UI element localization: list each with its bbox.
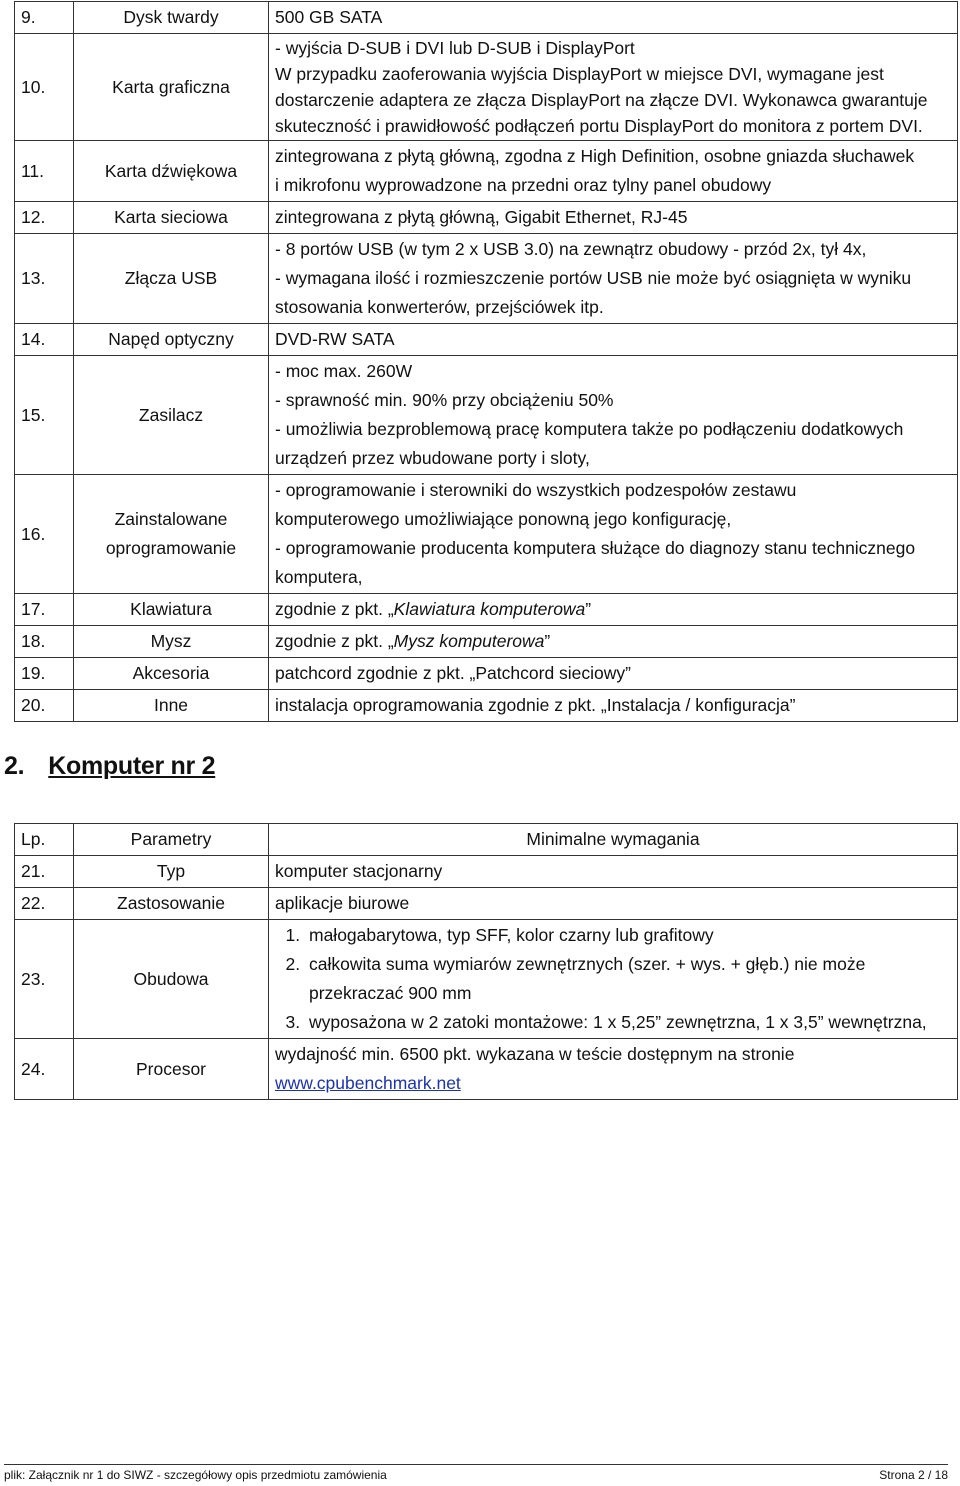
requirement-line: zintegrowana z płytą główną, Gigabit Ethernet, RJ-45	[275, 207, 688, 227]
requirement-line: - oprogramowanie producenta komputera służące do diagnozy stanu technicznego	[275, 538, 916, 558]
param-name: Karta sieciowa	[74, 202, 269, 234]
param-name: Procesor	[74, 1039, 269, 1100]
row-number: 21.	[15, 856, 74, 888]
param-name	[74, 475, 269, 594]
page-footer	[4, 1464, 948, 1482]
requirement-line: - sprawność min. 90% przy obciążeniu 50%	[275, 390, 614, 410]
requirement	[269, 475, 958, 594]
param-name: Złącza USB	[74, 234, 269, 324]
table-row	[15, 690, 958, 722]
requirement-line: wydajność min. 6500 pkt. wykazana w teście dostępnym na stronie	[275, 1044, 795, 1064]
section-number: 2.	[4, 752, 25, 780]
param-name: Karta graficzna	[74, 34, 269, 141]
requirement-line: W przypadku zaoferowania wyjścia DisplayPort w miejsce DVI, wymagane jest	[275, 64, 884, 84]
table-row	[15, 888, 958, 920]
table-row	[15, 594, 958, 626]
param-name: Zastosowanie	[74, 888, 269, 920]
header-lp: Lp.	[15, 824, 74, 856]
requirement: patchcord zgodnie z pkt. „Patchcord sieciowy”	[269, 658, 958, 690]
section-reference: Klawiatura komputerowa	[393, 599, 586, 619]
requirement-line: urządzeń przez wbudowane porty i sloty,	[275, 448, 590, 468]
param-name: Inne	[74, 690, 269, 722]
requirement	[269, 234, 958, 324]
table-row	[15, 856, 958, 888]
section-reference: Mysz komputerowa	[393, 631, 545, 651]
requirement-line: - wymagana ilość i rozmieszczenie portów USB nie może być osiągnięta w wyniku	[275, 268, 912, 288]
requirement	[269, 356, 958, 475]
table-row	[15, 202, 958, 234]
row-number: 22.	[15, 888, 74, 920]
param-name: Napęd optyczny	[74, 324, 269, 356]
footer-file-label: plik: Załącznik nr 1 do SIWZ - szczegółowy opis przedmiotu zamówienia	[4, 1468, 387, 1482]
requirement-line: - oprogramowanie i sterowniki do wszystkich podzespołów zestawu	[275, 480, 797, 500]
header-wymagania: Minimalne wymagania	[269, 824, 958, 856]
list-item-text: całkowita suma wymiarów zewnętrznych (szer. + wys. + głęb.) nie może	[309, 954, 866, 974]
table-row	[15, 356, 958, 475]
requirement	[269, 324, 958, 356]
table-row	[15, 920, 958, 1039]
param-name: Dysk twardy	[74, 2, 269, 34]
list-item-continuation: przekraczać 900 mm	[309, 983, 472, 1003]
row-number: 15.	[15, 356, 74, 475]
list-item	[305, 921, 951, 950]
table-row	[15, 626, 958, 658]
requirement: aplikacje biurowe	[269, 888, 958, 920]
table-row	[15, 141, 958, 202]
requirement	[269, 626, 958, 658]
table-row	[15, 234, 958, 324]
spec-table-computer-2	[14, 823, 958, 1100]
table-row	[15, 2, 958, 34]
row-number: 11.	[15, 141, 74, 202]
param-name: Klawiatura	[74, 594, 269, 626]
requirement-line: DVD-RW SATA	[275, 329, 395, 349]
requirement: instalacja oprogramowania zgodnie z pkt. „Instalacja / konfiguracja”	[269, 690, 958, 722]
param-name: Zasilacz	[74, 356, 269, 475]
requirement-line: stosowania konwerterów, przejściówek itp.	[275, 297, 604, 317]
requirement	[269, 2, 958, 34]
requirement-line: 500 GB SATA	[275, 7, 383, 27]
requirement	[269, 1039, 958, 1100]
requirement	[269, 141, 958, 202]
row-number: 18.	[15, 626, 74, 658]
requirement-line: - moc max. 260W	[275, 361, 413, 381]
param-name: Mysz	[74, 626, 269, 658]
cpubenchmark-link[interactable]: www.cpubenchmark.net	[275, 1073, 461, 1093]
section-heading	[4, 752, 215, 781]
requirement-line: i mikrofonu wyprowadzone na przedni oraz tylny panel obudowy	[275, 175, 772, 195]
param-name: Karta dźwiękowa	[74, 141, 269, 202]
param-name-line: Zainstalowane	[114, 509, 228, 529]
requirement-suffix: ”	[585, 599, 592, 619]
requirement-prefix: zgodnie z pkt. „	[275, 599, 394, 619]
requirement	[269, 594, 958, 626]
requirement-list	[275, 921, 951, 1037]
requirement: komputer stacjonarny	[269, 856, 958, 888]
list-item	[305, 1008, 951, 1037]
list-item-text: małogabarytowa, typ SFF, kolor czarny lub grafitowy	[309, 925, 714, 945]
row-number: 10.	[15, 34, 74, 141]
spec-table-computer-1	[14, 1, 958, 722]
requirement-line: - 8 portów USB (w tym 2 x USB 3.0) na zewnątrz obudowy - przód 2x, tył 4x,	[275, 239, 867, 259]
requirement-line: komputera,	[275, 567, 363, 587]
requirement	[269, 34, 958, 141]
row-number: 23.	[15, 920, 74, 1039]
row-number: 20.	[15, 690, 74, 722]
requirement	[269, 920, 958, 1039]
list-item	[305, 950, 951, 1008]
list-item-text: wyposażona w 2 zatoki montażowe: 1 x 5,25” zewnętrzna, 1 x 3,5” wewnętrzna,	[309, 1012, 927, 1032]
row-number: 12.	[15, 202, 74, 234]
row-number: 13.	[15, 234, 74, 324]
param-name: Typ	[74, 856, 269, 888]
table-row	[15, 658, 958, 690]
row-number: 16.	[15, 475, 74, 594]
table-header-row	[15, 824, 958, 856]
row-number: 14.	[15, 324, 74, 356]
requirement-prefix: zgodnie z pkt. „	[275, 631, 394, 651]
requirement-line: - umożliwia bezproblemową pracę komputera także po podłączeniu dodatkowych	[275, 419, 904, 439]
param-name-line: oprogramowanie	[105, 538, 237, 558]
table-row	[15, 475, 958, 594]
table-row	[15, 324, 958, 356]
footer-page-number: Strona 2 / 18	[879, 1468, 948, 1482]
requirement-line: skuteczność i prawidłowość podłączeń portu DisplayPort do monitora z portem DVI.	[275, 116, 923, 136]
param-name: Akcesoria	[74, 658, 269, 690]
table-row	[15, 1039, 958, 1100]
header-parametry: Parametry	[74, 824, 269, 856]
requirement-line: dostarczenie adaptera ze złącza DisplayPort na złącze DVI. Wykonawca gwarantuje	[275, 90, 928, 110]
requirement	[269, 202, 958, 234]
row-number: 9.	[15, 2, 74, 34]
param-name: Obudowa	[74, 920, 269, 1039]
row-number: 17.	[15, 594, 74, 626]
requirement-suffix: ”	[544, 631, 551, 651]
requirement-line: zintegrowana z płytą główną, zgodna z High Definition, osobne gniazda słuchawek	[275, 146, 915, 166]
row-number: 19.	[15, 658, 74, 690]
requirement-line: - wyjścia D-SUB i DVI lub D-SUB i DisplayPort	[275, 38, 635, 58]
row-number: 24.	[15, 1039, 74, 1100]
section-title: Komputer nr 2	[48, 752, 216, 780]
requirement-line: komputerowego umożliwiające ponowną jego konfigurację,	[275, 509, 732, 529]
table-row	[15, 34, 958, 141]
